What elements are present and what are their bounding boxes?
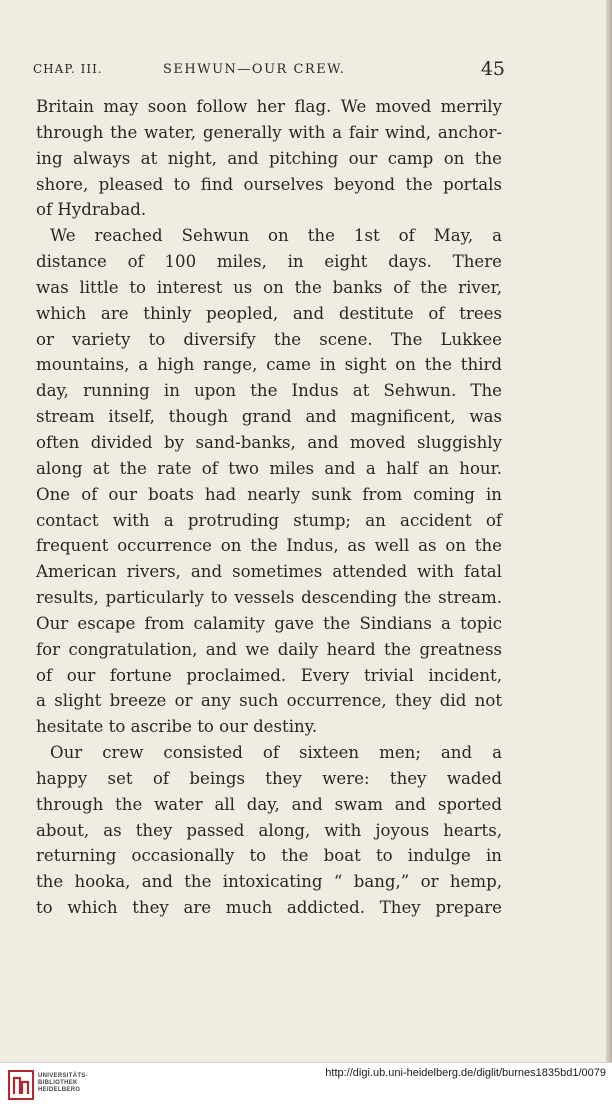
- text-line: contact with a protruding stump; an accident of: [36, 510, 502, 530]
- text-line: of our fortune proclaimed. Every trivial incident,: [36, 665, 502, 685]
- text-line: about, as they passed along, with joyous hearts,: [36, 820, 502, 840]
- text-line: shore, pleased to find ourselves beyond the portals: [36, 174, 502, 194]
- text-line: through the water, generally with a fair wind, anchor-: [36, 122, 502, 142]
- text-line: distance of 100 miles, in eight days. There: [36, 252, 502, 272]
- library-name-line: BIBLIOTHEK: [38, 1080, 78, 1086]
- text-line: stream itself, though grand and magnificent, was: [36, 407, 502, 427]
- chapter-label: CHAP. III.: [33, 62, 103, 76]
- text-line: Our crew consisted of sixteen men; and a: [50, 743, 502, 763]
- text-line: ing always at night, and pitching our camp on the: [36, 148, 502, 168]
- text-line: was little to interest us on the banks of the river,: [36, 277, 502, 297]
- text-line: a slight breeze or any such occurrence, they did not: [36, 691, 502, 711]
- text-line: often divided by sand-banks, and moved sluggishly: [36, 432, 502, 452]
- body-text: [36, 94, 502, 921]
- running-title: SEHWUN—OUR CREW.: [163, 62, 346, 77]
- library-name: [38, 1073, 88, 1094]
- text-line: of Hydrabad.: [36, 200, 147, 220]
- text-line: Our escape from calamity gave the Sindians a topic: [36, 613, 502, 633]
- running-head: [33, 58, 505, 82]
- page-edge: [606, 0, 612, 1062]
- text-line: frequent occurrence on the Indus, as well as on the: [36, 536, 502, 556]
- library-logo-icon: [8, 1070, 34, 1100]
- text-line: through the water all day, and swam and sported: [36, 794, 502, 814]
- viewer-footer: [0, 1062, 612, 1108]
- text-line: the hooka, and the intoxicating “ bang,” or hemp,: [36, 872, 502, 892]
- text-line: day, running in upon the Indus at Sehwun. The: [36, 381, 502, 401]
- text-line: results, particularly to vessels descending the stream.: [36, 588, 502, 608]
- page-number: 45: [480, 58, 505, 80]
- text-line: for congratulation, and we daily heard the greatness: [36, 639, 502, 659]
- text-line: or variety to diversify the scene. The Lukkee: [36, 329, 502, 349]
- text-line: returning occasionally to the boat to indulge in: [36, 846, 502, 866]
- text-line: happy set of beings they were: they waded: [36, 768, 502, 788]
- text-line: to which they are much addicted. They prepare: [36, 898, 502, 918]
- text-line: Britain may soon follow her flag. We moved merrily: [36, 97, 502, 116]
- text-line: which are thinly peopled, and destitute of trees: [36, 303, 502, 323]
- text-line: One of our boats had nearly sunk from coming in: [36, 484, 502, 504]
- permalink-url[interactable]: http://digi.ub.uni-heidelberg.de/diglit/burnes1835bd1/0079: [325, 1067, 606, 1079]
- text-line: We reached Sehwun on the 1st of May, a: [50, 226, 502, 246]
- text-line: mountains, a high range, came in sight on the third: [36, 355, 502, 375]
- text-line: American rivers, and sometimes attended with fatal: [36, 562, 502, 582]
- text-line: hesitate to ascribe to our destiny.: [36, 717, 318, 737]
- text-line: along at the rate of two miles and a half an hour.: [36, 458, 502, 478]
- library-name-line: UNIVERSITÄTS-: [38, 1073, 88, 1079]
- library-name-line: HEIDELBERG: [38, 1087, 81, 1093]
